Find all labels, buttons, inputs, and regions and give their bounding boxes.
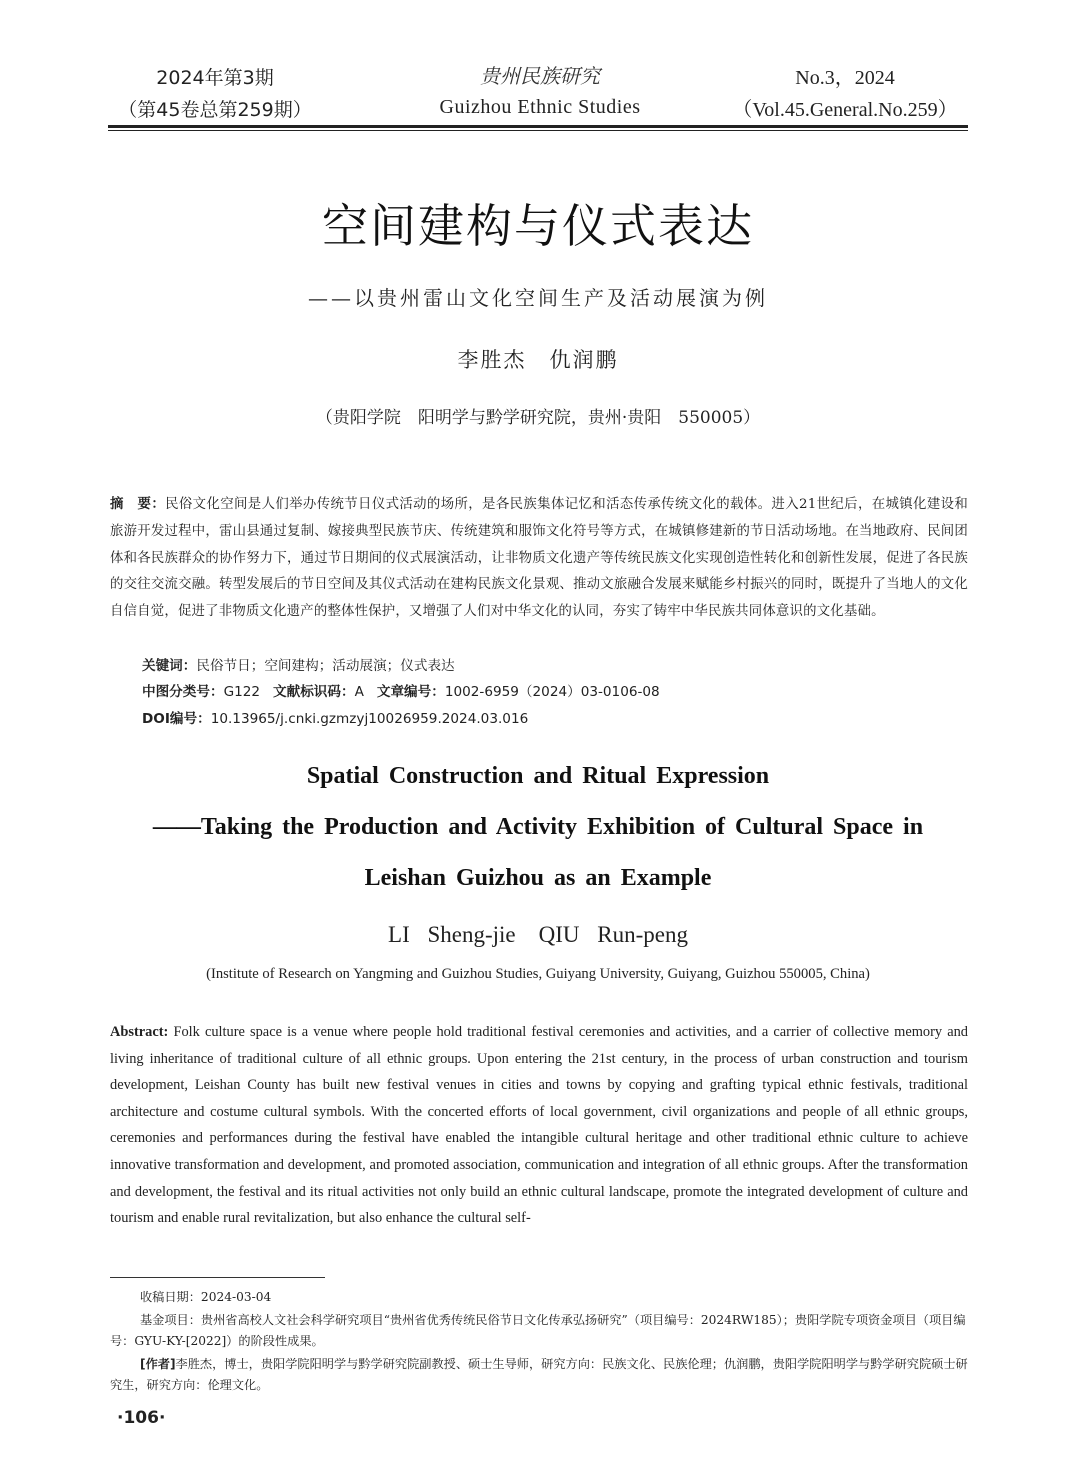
keywords-label: 关键词： [142,658,197,674]
footnote-author [110,1354,968,1396]
article-title-cn: 空间建构与仪式表达 [322,199,754,253]
article-subtitle-en-line1: ——Taking the Production and Activity Exhibition of Cultural Space in [152,814,924,840]
authors-en: LI Sheng-jie QIU Run-peng [388,922,688,947]
abstract-cn-text: 民俗文化空间是人们举办传统节日仪式活动的场所，是各民族集体记忆和活态传承传统文化的载体。进入21世纪后，在城镇化建设和旅游开发过程中，雷山县通过复制、嫁接典型民族节庆、传统建筑和服饰文化符号等方式，在城镇修建新的节日活动场地。在当地政府、民间团体和各民族群众的协作努力下，通过节日期间的仪式展演活动，让非物质文化遗产等传统民族文化实现创造性转化和创新性发展，促进了各民族的交往交流交融。转型发展后的节日空间及其仪式活动在建构民族文化景观、推动文旅融合发展来赋能乡村振兴的同时，既提升了当地人的文化自信自觉，促进了非物质文化遗产的整体性保护，又增强了人们对中华文化的认同，夯实了铸牢中华民族共同体意识的文化基础。 [110,497,968,620]
issue-number-cn: 2024年第3期 [156,67,274,89]
keywords [142,654,972,674]
journal-name-cn: 贵州民族研究 [480,64,600,88]
clc-value: G122 [223,684,261,700]
volume-number-en: （Vol.45.General.No.259） [732,99,958,121]
page-number: ·106· [117,1408,166,1428]
affiliation-en: (Institute of Research on Yangming and Guizhou Studies, Guiyang University, Guiyang, Guizhou 550005, China) [206,966,870,982]
article-title-en: Spatial Construction and Ritual Expression [306,763,770,789]
article-subtitle-cn: ——以贵州雷山文化空间生产及活动展演为例 [308,286,768,310]
doi-value: 10.13965/j.cnki.gzmzyj10026959.2024.03.016 [210,711,529,727]
doi-line [142,707,972,727]
footnote-fund: 基金项目：贵州省高校人文社会科学研究项目“贵州省优秀传统民俗节日文化传承弘扬研究”（项目编号：2024RW185）；贵阳学院专项资金项目（项目编号：GYU-KY-[2022]）的阶段性成果。 [110,1313,966,1348]
footnote-received: 收稿日期：2024-03-04 [140,1290,272,1304]
abstract-en [110,1019,968,1232]
classification-line [142,680,972,700]
doi-label: DOI编号： [142,711,211,727]
journal-name [400,62,680,124]
article-number-value: 1002-6959（2024）03-0106-08 [444,684,660,700]
issue-info-en [720,62,970,126]
issue-info-cn [110,62,320,126]
affiliation-cn: （贵阳学院 阳明学与黔学研究院，贵州·贵阳 550005） [315,408,761,428]
doc-code-label: 文献标识码： [273,684,355,700]
keywords-text: 民俗节日；空间建构；活动展演；仪式表达 [196,658,455,674]
abstract-cn-label: 摘 要： [110,497,166,512]
header-rule-thick [108,125,968,128]
article-subtitle-en-line2: Leishan Guizhou as an Example [364,865,712,891]
doc-code-value: A [354,684,364,700]
clc-label: 中图分类号： [142,684,224,700]
abstract-en-text: Folk culture space is a venue where people hold traditional festival ceremonies and activities, and a carrier of collective memory and living inheritance of traditional culture of all ethnic groups. Upon entering the 21st century, in the process of urban construction and tourism development, Leishan County has built new festival venues in cities and towns by copying and grafting typical ethnic festivals, traditional architecture and costume cultural symbols. With the concerted efforts of local government, civil organizations and people of all ethnic groups, ceremonies and performances during the festival have enabled the intangible cultural heritage and other traditional ethnic culture to achieve innovative transformation and development, and promoted association, communication and integration of all ethnic groups. After the transformation and development, the festival and its ritual activities not only build an ethnic cultural landscape, promote the integrated development of culture and tourism and enable rural revitalization, but also enhance the cultural self- [110,1024,968,1227]
footnote-author-label: [作者] [140,1357,176,1371]
header-rule-thin [108,130,968,131]
authors-cn: 李胜杰 仇润鹏 [457,348,619,372]
journal-name-en: Guizhou Ethnic Studies [439,96,641,118]
volume-number-cn: （第45卷总第259期） [118,99,312,121]
article-number-label: 文章编号： [376,684,445,700]
abstract-cn [110,492,968,626]
issue-number-en: No.3，2024 [795,67,895,89]
footnote-rule [110,1277,325,1278]
abstract-en-label: Abstract: [110,1024,169,1040]
footnote-author-text: 李胜杰，博士，贵阳学院阳明学与黔学研究院副教授、硕士生导师，研究方向：民族文化、民族伦理；仇润鹏，贵阳学院阳明学与黔学研究院硕士研究生，研究方向：伦理文化。 [110,1357,968,1392]
